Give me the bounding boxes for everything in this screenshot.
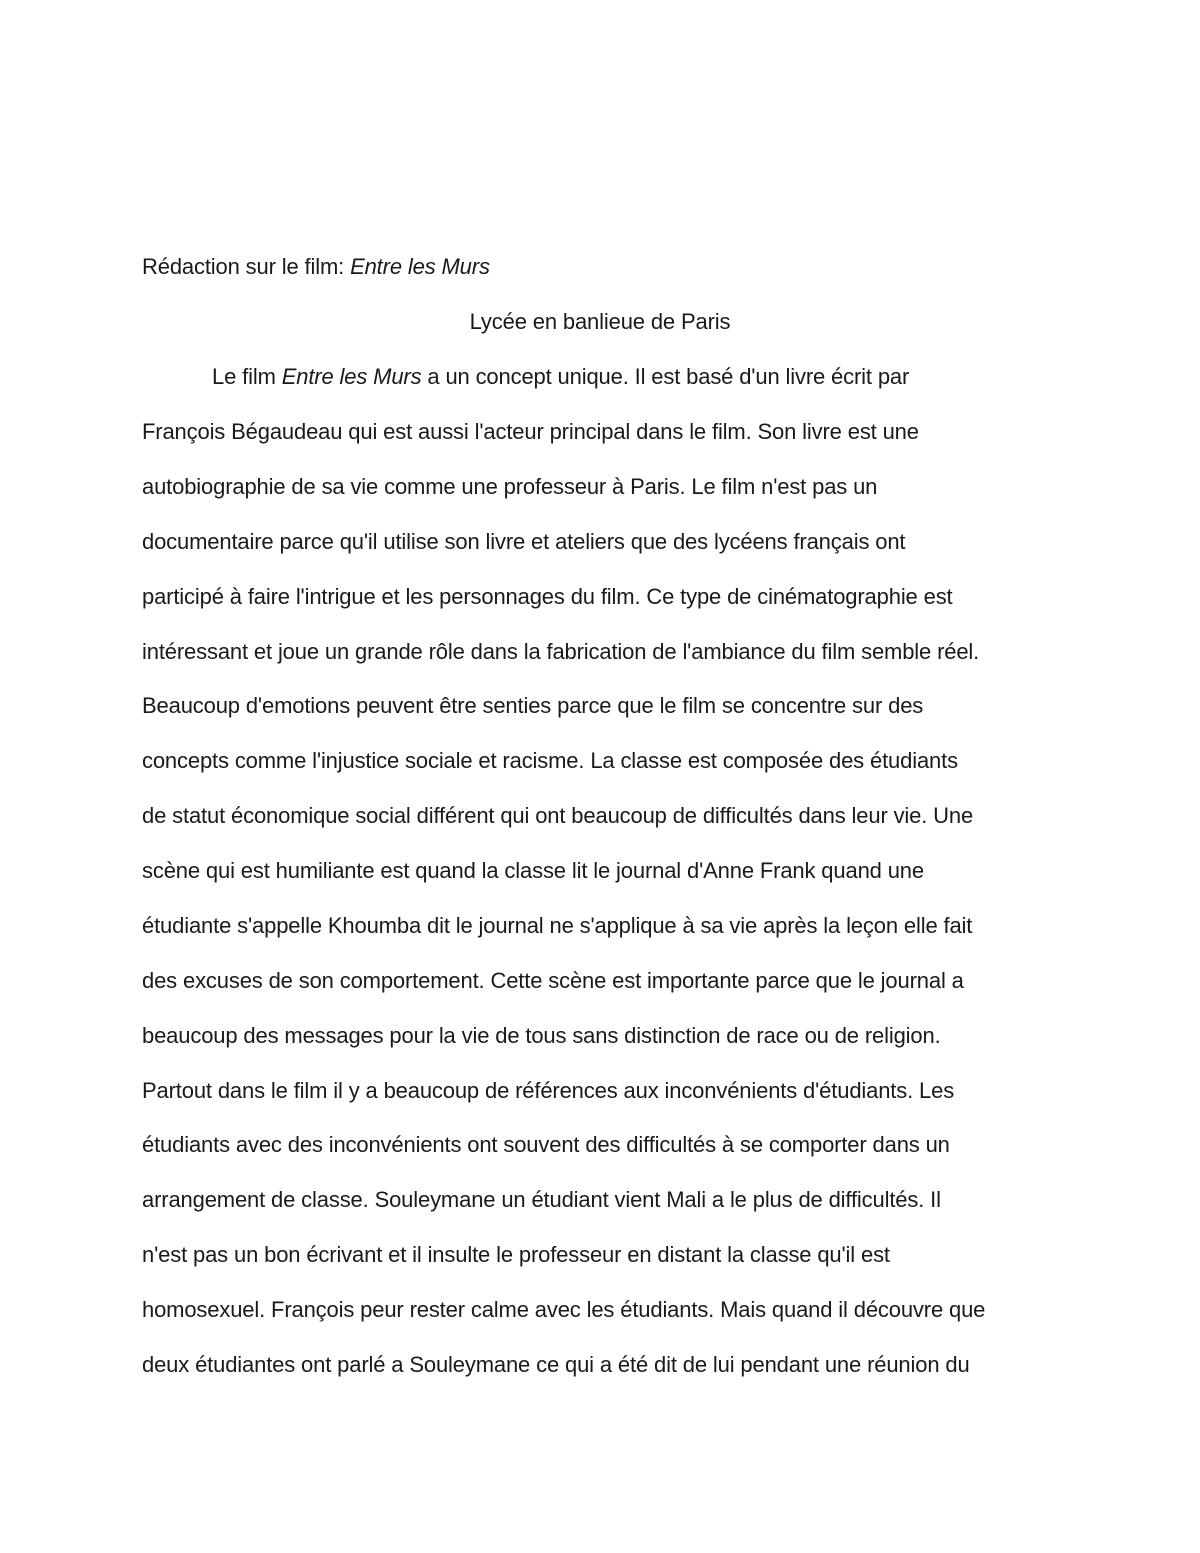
paragraph-first-line <box>212 366 909 388</box>
paragraph-line: documentaire parce qu'il utilise son livre et ateliers que des lycéens français ont <box>142 529 906 554</box>
paragraph-line: scène qui est humiliante est quand la classe lit le journal d'Anne Frank quand une <box>142 858 924 883</box>
paragraph-line: concepts comme l'injustice sociale et racisme. La classe est composée des étudiants <box>142 748 958 773</box>
paragraph-line: étudiante s'appelle Khoumba dit le journal ne s'applique à sa vie après la leçon elle fait <box>142 913 973 938</box>
first-line-before: Le film <box>212 364 282 389</box>
paragraph-line: des excuses de son comportement. Cette scène est importante parce que le journal a <box>142 968 964 993</box>
paragraph-line: n'est pas un bon écrivant et il insulte le professeur en distant la classe qu'il est <box>142 1242 890 1267</box>
first-line-after: a un concept unique. Il est basé d'un livre écrit par <box>421 364 910 389</box>
paragraph-line: participé à faire l'intrigue et les personnages du film. Ce type de cinématographie est <box>142 584 953 609</box>
paragraph-line: autobiographie de sa vie comme une professeur à Paris. Le film n'est pas un <box>142 474 878 499</box>
paragraph-line: Beaucoup d'emotions peuvent être senties parce que le film se concentre sur des <box>142 693 924 718</box>
paragraph-line: beaucoup des messages pour la vie de tous sans distinction de race ou de religion. <box>142 1023 941 1048</box>
paragraph-line: François Bégaudeau qui est aussi l'acteur principal dans le film. Son livre est une <box>142 419 919 444</box>
paragraph-line: deux étudiantes ont parlé a Souleymane ce qui a été dit de lui pendant une réunion du <box>142 1352 970 1377</box>
paragraph-line: Partout dans le film il y a beaucoup de références aux inconvénients d'étudiants. Les <box>142 1078 955 1103</box>
paragraph-line: étudiants avec des inconvénients ont souvent des difficultés à se comporter dans un <box>142 1132 950 1157</box>
paragraph-line: homosexuel. François peur rester calme avec les étudiants. Mais quand il découvre que <box>142 1297 986 1322</box>
first-line-film-title: Entre les Murs <box>281 364 422 389</box>
document-heading <box>142 256 490 278</box>
paragraph-line: de statut économique social différent qui ont beaucoup de difficultés dans leur vie. Une <box>142 803 974 828</box>
document-subtitle: Lycée en banlieue de Paris <box>469 309 731 334</box>
paragraph-line: arrangement de classe. Souleymane un étudiant vient Mali a le plus de difficultés. Il <box>142 1187 941 1212</box>
heading-film-title: Entre les Murs <box>350 254 490 279</box>
heading-prefix: Rédaction sur le film: <box>142 254 351 279</box>
paragraph-line: intéressant et joue un grande rôle dans la fabrication de l'ambiance du film semble réel. <box>142 639 980 664</box>
